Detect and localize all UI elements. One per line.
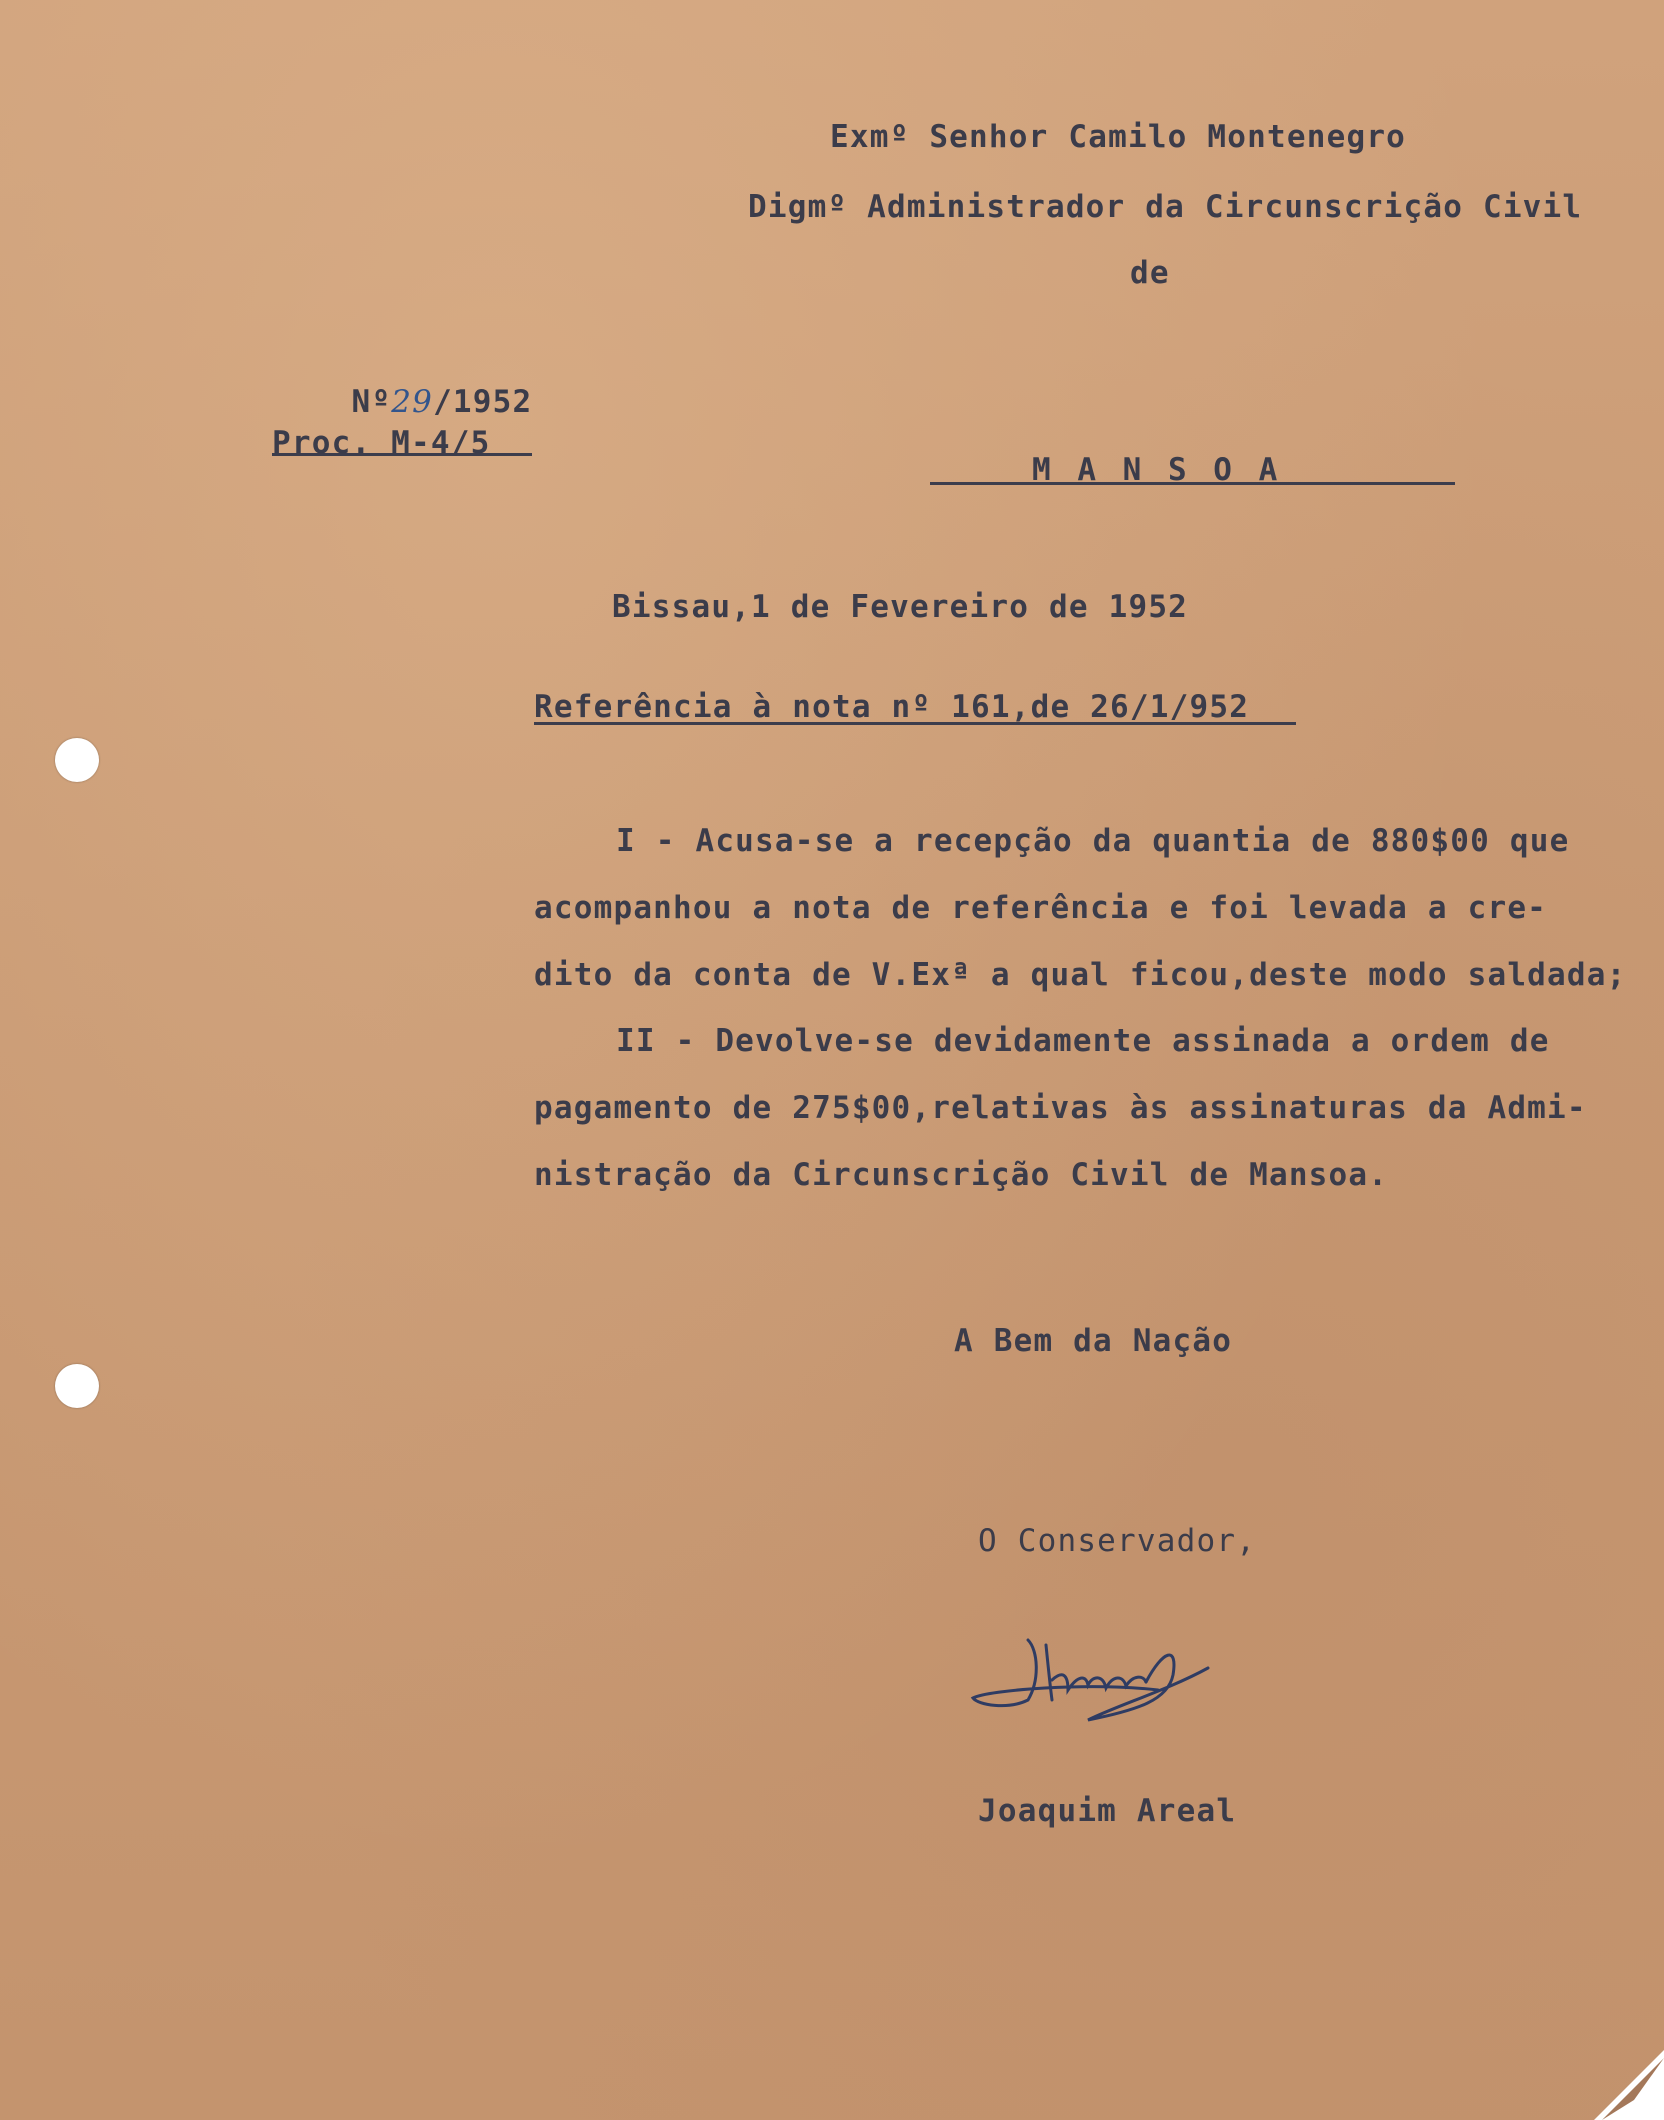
addressee-line-2: Digmº Administrador da Circunscrição Civil: [748, 189, 1583, 225]
para1-line-3: dito da conta de V.Exª a qual ficou,deste modo saldada;: [534, 957, 1627, 993]
proc-number: Proc. M-4/5: [272, 425, 491, 461]
place-name: M A N S O A: [1032, 452, 1282, 488]
subject-line: Referência à nota nº 161,de 26/1/952: [534, 689, 1250, 725]
reference-number-handwritten: 29: [391, 384, 434, 420]
handwritten-signature: [968, 1620, 1248, 1740]
reference-number-prefix: Nº: [351, 384, 392, 420]
para2-line-3: nistração da Circunscrição Civil de Mansoa.: [534, 1157, 1389, 1193]
para1-line-2: acompanhou a nota de referência e foi levada a cre-: [534, 890, 1548, 926]
reference-number-year: /1952: [433, 384, 533, 420]
addressee-line-1: Exmº Senhor Camilo Montenegro: [830, 119, 1407, 155]
para1-line-1: I - Acusa-se a recepção da quantia de 880$00 que: [616, 823, 1570, 859]
date-line: Bissau,1 de Fevereiro de 1952: [612, 589, 1189, 625]
addressee-line-3: de: [1130, 255, 1170, 291]
para2-line-2: pagamento de 275$00,relativas às assinaturas da Admi-: [534, 1090, 1587, 1126]
place-underline: [930, 482, 1455, 485]
closing-role: O Conservador,: [978, 1523, 1257, 1559]
punch-hole-bottom: [55, 1364, 99, 1408]
folded-corner: [1594, 2050, 1664, 2120]
para2-line-1: II - Devolve-se devidamente assinada a ordem de: [616, 1023, 1550, 1059]
subject-underline: [534, 722, 1296, 725]
closing-salutation: A Bem da Nação: [954, 1323, 1233, 1359]
punch-hole-top: [55, 738, 99, 782]
signatory-name: Joaquim Areal: [978, 1793, 1237, 1829]
